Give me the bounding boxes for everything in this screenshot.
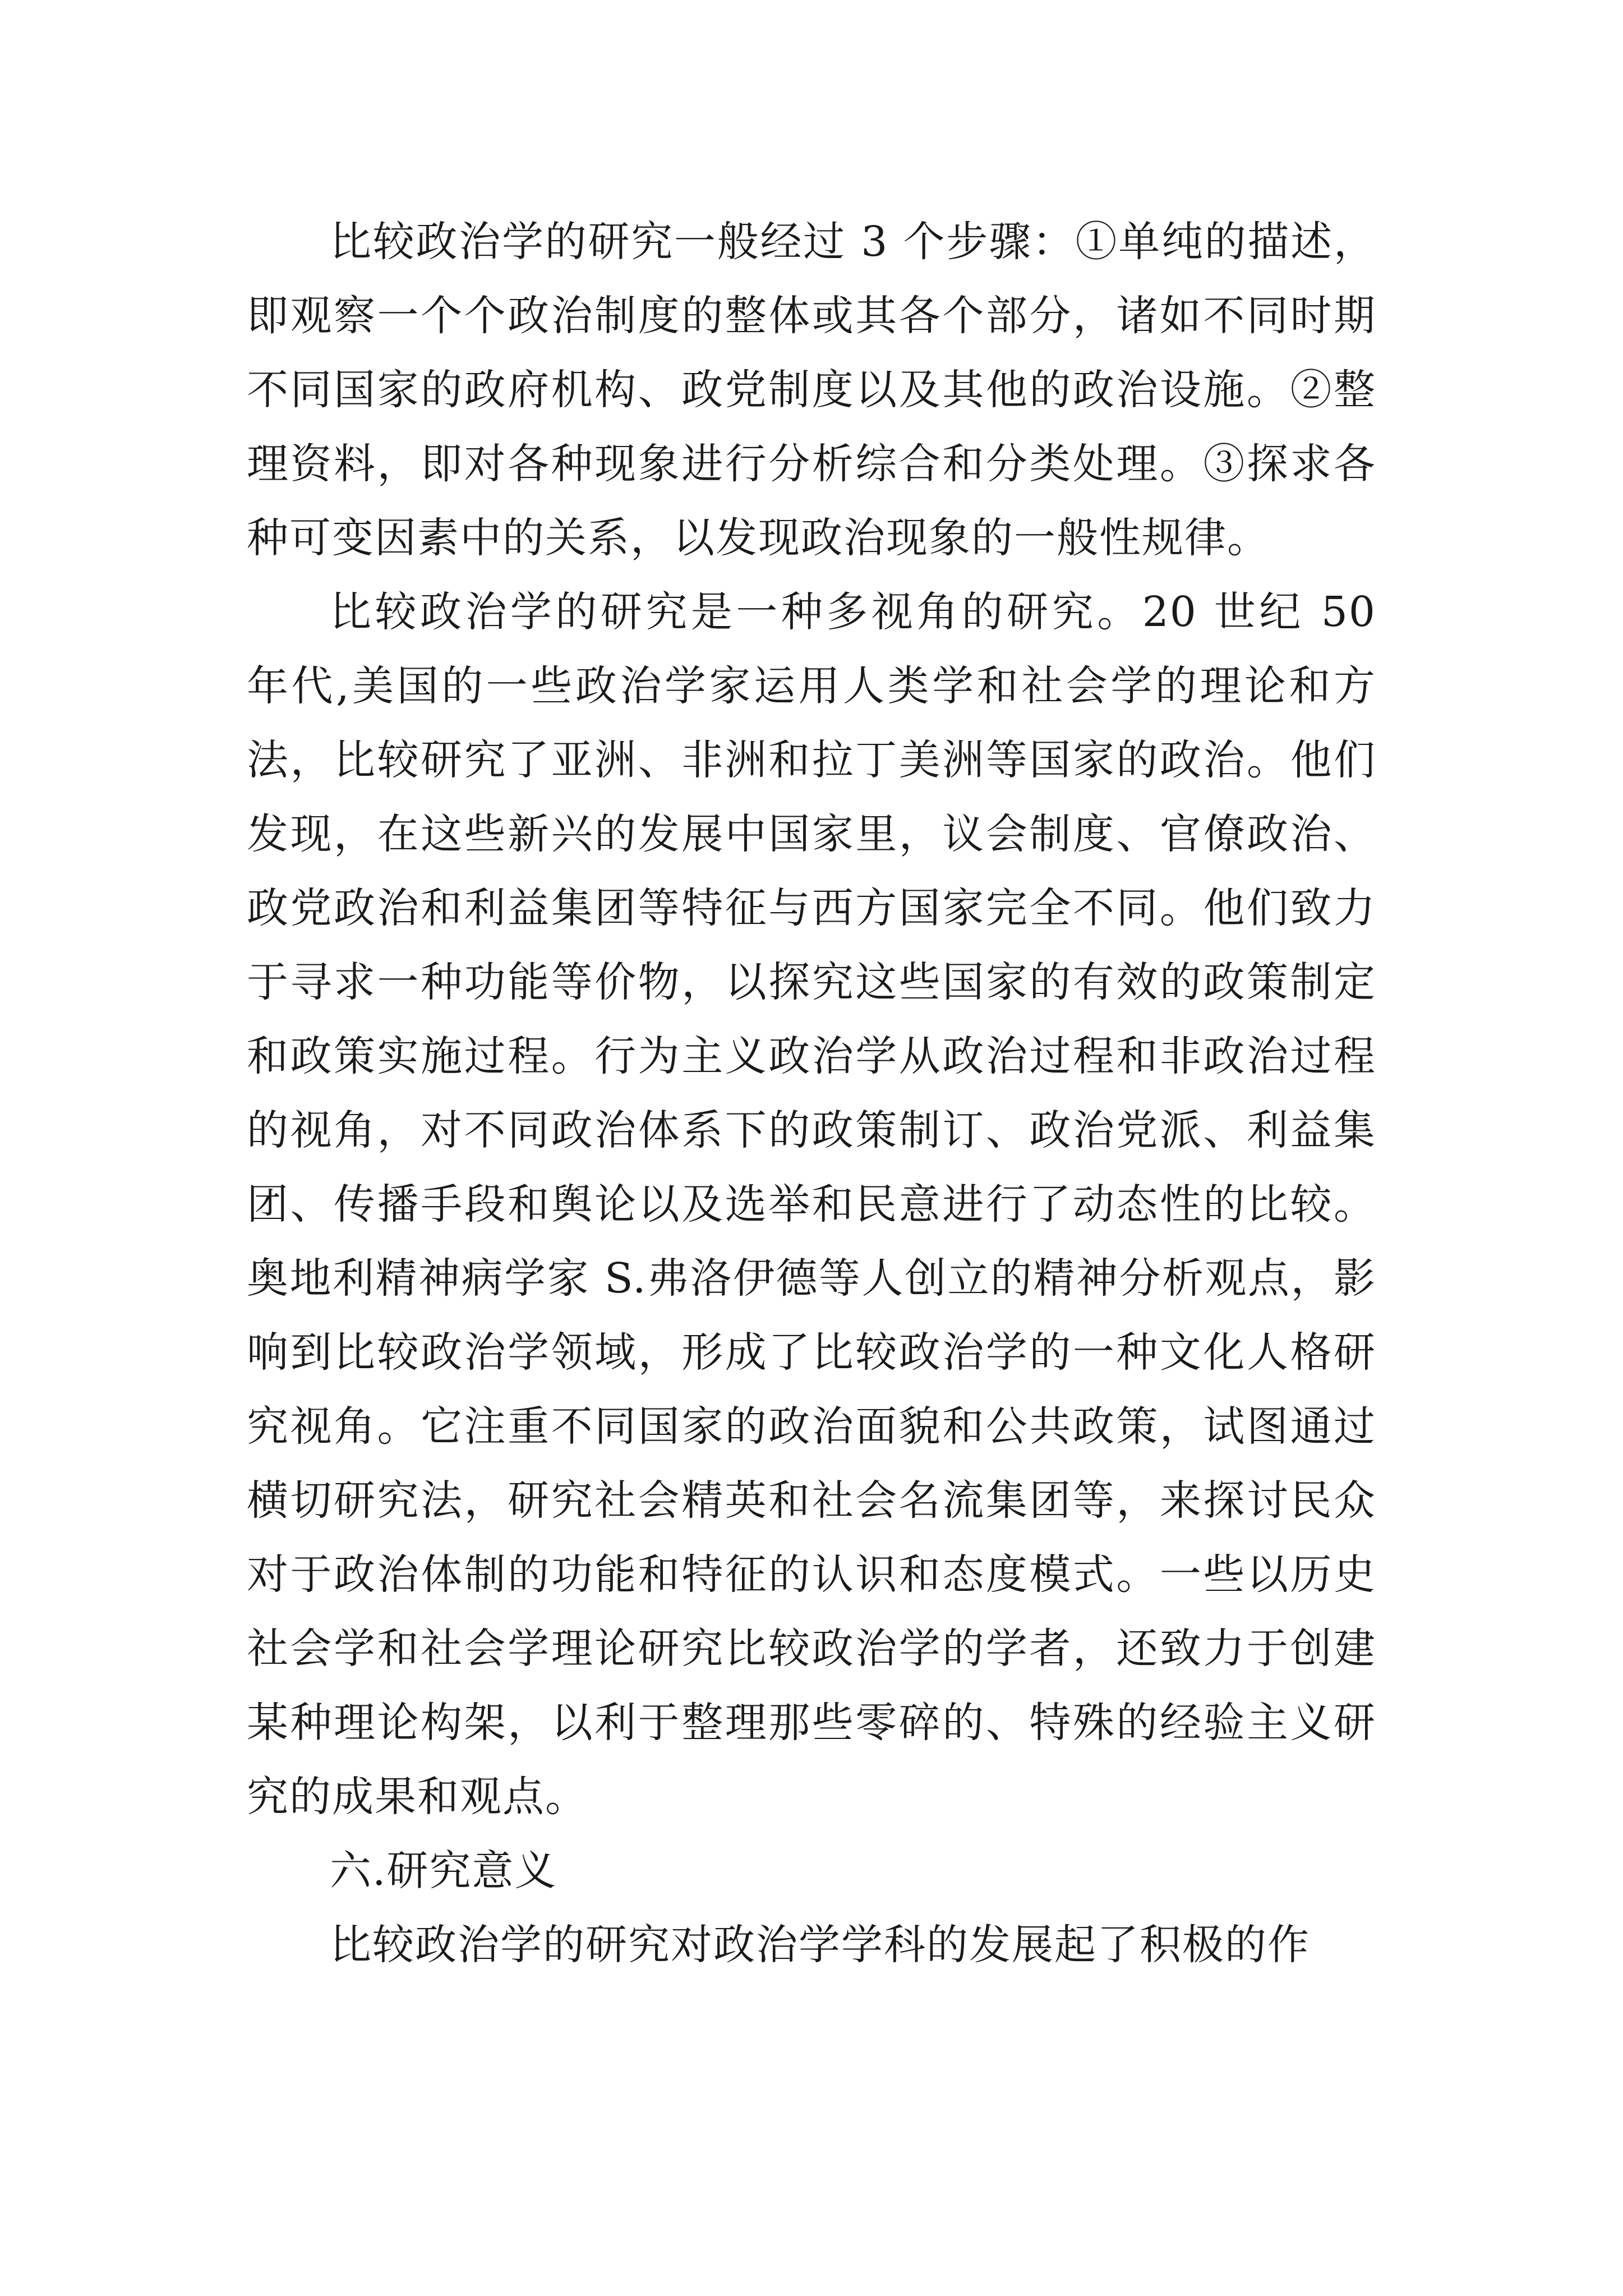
paragraph-research-steps: 比较政治学的研究一般经过 3 个步骤：①单纯的描述，即观察一个个政治制度的整体或其各个部分，诸如不同时期不同国家的政府机构、政党制度以及其他的政治设施。②整理资料，即对各种现象进行分析综合和分类处理。③探求各种可变因素中的关系，以发现政治现象的一般性规律。 bbox=[247, 218, 1376, 562]
paragraph-significance: 比较政治学的研究对政治学学科的发展起了积极的作 bbox=[330, 1921, 1310, 1969]
document-page bbox=[247, 205, 1376, 1982]
paragraph-multi-perspective: 比较政治学的研究是一种多视角的研究。20 世纪 50 年代,美国的一些政治学家运用人类学和社会学的理论和方法，比较研究了亚洲、非洲和拉丁美洲等国家的政治。他们发现，在这些新兴的发展中国家里，议会制度、官僚政治、政党政治和利益集团等特征与西方国家完全不同。他们致力于寻求一种功能等价物，以探究这些国家的有效的政策制定和政策实施过程。行为主义政治学从政治过程和非政治过程的视角，对不同政治体系下的政策制订、政治党派、利益集团、传播手段和舆论以及选举和民意进行了动态性的比较。奥地利精神病学家 S.弗洛伊德等人创立的精神分析观点，影响到比较政治学领域，形成了比较政治学的一种文化人格研究视角。它注重不同国家的政治面貌和公共政策，试图通过横切研究法，研究社会精英和社会名流集团等，来探讨民众对于政治体制的功能和特征的认识和态度模式。一些以历史社会学和社会学理论研究比较政治学的学者，还致力于创建某种理论构架，以利于整理那些零碎的、特殊的经验主义研究的成果和观点。 bbox=[247, 588, 1376, 1821]
section-heading-research-significance: 六.研究意义 bbox=[330, 1847, 557, 1895]
